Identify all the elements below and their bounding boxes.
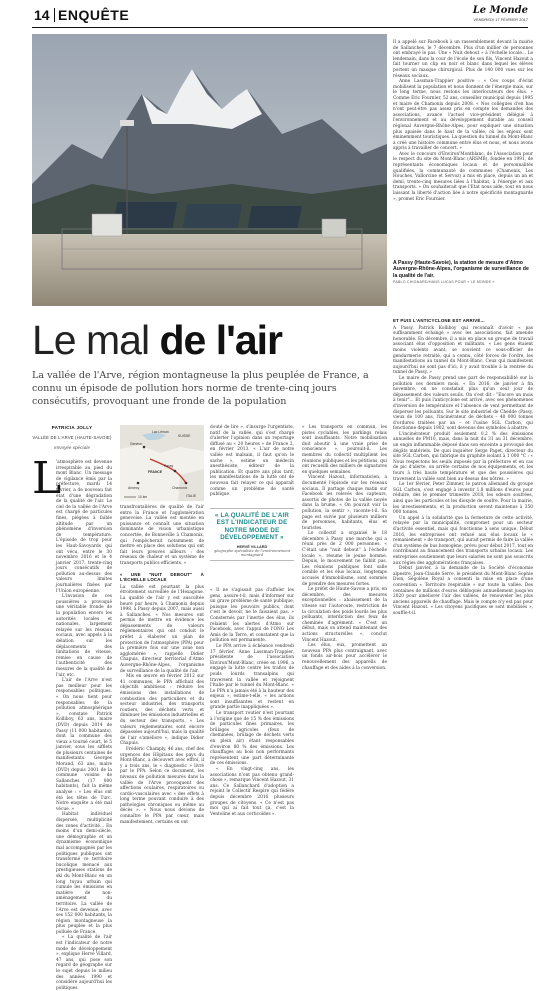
map-label-passy: Passy	[164, 464, 174, 468]
paragraph: Anne Lassman-Trappier positive : « Ces coups d'éclat mobilisent la population et nous donnent de l'énergie mais, sur le long terme, nous restons les interlocuteurs des élus. » Comme Eric Fournier, 52 ans, conseiller municipal depuis 1995 et maire de Chamonix depuis 2008. « Nos collègues d'en bas n'ont peut-être pas assez pris en compte les demandes des associations, avance l'actuel vice-président délégué à l'environnement et au développement durable au conseil régional Auvergne-Rhône-Alpes, pour expliquer une situation plus apaisée dans le haut de la vallée, où les enjeux sont éminemment touristiques. La question du tunnel du Mont-Blanc a créé une histoire commune entre élus et nous, et nous avons appris à travailler de concert. »	[393, 79, 533, 152]
newspaper-logo: Le Monde	[472, 5, 528, 16]
subheading: ET PUIS L'ANTICYCLONE EST ARRIVÉ...	[393, 318, 485, 323]
paragraph: Le préfet de Haute-Savoie a pris, en décembre, des mesures exceptionnelles : abaissement de la vitesse sur l'autoroute, restriction de la circulation des poids lourds les plus polluants, interdiction des feux de cheminée d'agrément. « C'est un début, mais on attend maintenant des actions structurelles », conclut Vincent Hazout.	[302, 587, 387, 643]
headline-part2: de l'air	[159, 317, 282, 363]
photo-caption	[393, 260, 533, 284]
paragraph: A Passy, Patrick Kolliboy qui reconnaît d'avoir « pas suffisamment échangé » avec les associations, fait amende honorable. En décembre, il a mis en place un groupe de travail associant élus d'opposition et militants. « Les gens étaient moins violents avant, se souvient ce sous-officier de gendarmerie retraité, qui a connu, côté forces de l'ordre, les manifestations au tunnel du Mont-Blanc. Ceux qui manifestent aujourd'hui ne sont pas d'ici, il y avait trouble à la rentrée du tunnel de Passy. »	[393, 325, 533, 376]
paragraph: Le collectif a organisé le 18 décembre à Passy une marche qui a réuni près de 2 000 personnes. « C'était une "nuit debout" à l'échelle locale », résume le jeune homme. Depuis, le mouvement ne faiblit pas. Les réunions publiques font salle comble et les élus locaux, longtemps accusés d'immobilisme, sont sommés de prendre des mesures fortes.	[302, 531, 387, 587]
article-column-4	[302, 425, 387, 790]
paragraph: 'atmosphère est devenue irrespirable au pied du mont Blanc. Un message de vigilance émis par la préfecture, mardi 14 février, a de nouveau fait état d'une dégradation de la qualité de l'air. Le ciel de la vallée de l'Arve est chargé de particules fines, piégées à faible altitude par un phénomène d'inversion de température. L'épisode de trop pour les Haut-Savoyards qui ont vécu, entre le 30 novembre 2016 et le 4 janvier 2017, trente-cinq jours consécutifs de pollution au-dessus des valeurs limites journalières fixées par l'Union européenne.	[56, 460, 112, 594]
subheading: « UNE "NUIT DEBOUT" À L'ÉCHELLE LOCALE	[120, 571, 204, 583]
paragraph: Le PPA arrive à échéance vendredi 17 février. Anne Lassman-Trappier, présidente de l'association Environ'Mont-Blanc, créée en 1996, a engagé la lutte contre les trafics de poids lourds transalpins qui traversent la vallée et rejoignent l'Italie par le tunnel du Mont-Blanc. « Le PPA n'a jamais été à la hauteur des enjeux », estime-t-elle, « les actions sont insuffisantes et restent en grande partie inappliquées ».	[210, 643, 294, 711]
map-label-lac: Lac Léman	[152, 430, 169, 434]
map-label-italie: ITALIE	[186, 494, 197, 498]
page-header	[0, 0, 558, 28]
vallee-arve-map	[120, 425, 204, 501]
paragraph: Le maire de Passy prend une part de responsabilité sur la pollution ces derniers mois. « En 2016, de janvier à fin novembre, on ne constatait plus qu'un seul jour de dépassement des valeurs seuils. On s'est dit : "Encore un mois à tenir"... Et puis l'anticyclone est arrivé, avec ses phénomènes d'inversion de température et l'absence de vent permettant de disperser les polluants. Sur le site industriel de Chedde (Passy, vieux de 100 ans, l'incinérateur de déchets – 40 000 tonnes d'ordures traitées par an – et l'usine SGL Carbon, qui fonctionne depuis 1902, sont devenus des symboles à abattre.	[393, 375, 533, 432]
article-column-2	[120, 505, 204, 825]
quote-rule-top	[210, 508, 294, 509]
air-station-landscape-photo	[32, 34, 387, 306]
article-column-1	[32, 453, 112, 991]
quote-rule-bottom	[210, 560, 294, 561]
paragraph: Avec le concours d'Environ'Montblanc, de l'Association pour le respect du site du Mont-Blanc (ARSMB), fondée en 1991, de représentants économiques locaux et de personnalités qualifiées, la communauté de communes (Chamonix, Les Houches, Vallorcine et Servoz) a mis en place, depuis un an et demi, trente-cinq mesures liées à l'habitat, à l'énergie et aux transports. « On souhaiterait que l'Etat nous aide, tout en nous laissant la liberté d'action liée à notre spécificité montagnarde », promet Eric Fournier.	[393, 151, 533, 202]
quote-author: HERVÉ VILLARD	[236, 544, 268, 549]
paragraph: Le transport routier n'est pourtant à l'origine que de 15 % des émissions de particules fines primaires, les brûlages agricoles (feux de cheminées, brûlage de déchets verts en plein air) étant responsables d'environ 80 % des émissions. Les chauffages au bois non performants représentent une part déterminante de ces émissions.	[210, 711, 294, 767]
map-label-suisse: SUISSE	[178, 434, 191, 438]
caption-text: A Passy (Haute-Savoie), la station de mesure d'Atmo Auvergne-Rhône-Alpes, l'organisme de surveillance de la qualité de l'air.	[393, 260, 529, 279]
pull-quote	[210, 505, 294, 583]
paragraph: Un appel à la solidarité que la fermeture de cette activité, relayée par la municipalité, compromet pour un secteur d'activité essentiel, mais qui fonctionne à sens unique. Début 2016, les entreprises ont refusé aux élus locaux le « remaniement » de transport, qui aurait permis de faire la vallée d'un système de bus homogène, prévu pour début 2017, tout en contribuant au financement des transports urbains locaux. Les entreprises soutiennent que leurs salariés ne sont pas souscrits aux régies des agglomérations françaises.	[393, 515, 533, 566]
article-column-5	[393, 313, 533, 790]
headline	[32, 317, 282, 364]
paragraph: Début janvier, à la demande de la Société d'économie alpestre, Jean-Claude Serre, le président du Mont-Blanc Sophie Dion, Ségolène Royal a consenti la mise en place d'une convention « Territoire respirable » sur toute la vallée. Des centaines de millions d'euros débloqués annuellement jusqu'en 2020 pour améliorer l'air des vallées, de renouveler les plus anciens appareils de chauffage. Mais le compte n'y est pas pour Vincent Hazout. « Les citoyens pacifiques se sont mobilisés », souffle-t-il.	[393, 566, 533, 616]
byline	[32, 425, 112, 450]
quote-text: « LA QUALITÉ DE L'AIR EST L'INDICATEUR DE NOTRE MODE DE DÉVELOPPEMENT »	[214, 511, 290, 542]
author-role: envoyée spéciale	[53, 445, 91, 450]
paragraph: La vallée est pourtant la plus étroitement surveillée de l'Hexagone. La qualité de l'air y est auscultée heure par heure, à Chamonix depuis 1998, à Passy depuis 2007, mais aussi à Sallanches. « Nos mesures ont permis de mettre en évidence les dépassements de valeurs réglementaires qui ont conduit le préfet à élaborer un plan de protection de l'atmosphère (PPA) pour la première fois sur une zone non agglomérée », rappelle Didier Chapuis, directeur territorial d'Atmo Auvergne-Rhône-Alpes, l'organisme de surveillance de la qualité de l'air.	[120, 584, 204, 674]
map-label-france: FRANCE	[148, 470, 163, 474]
photo-credit: PABLO CHIGNARD/HANS LUCAS POUR « LE MONDE »	[393, 280, 495, 285]
paragraph: « Il ne s'agissait pas d'affoler les gens, assure-t-il, mais d'informer sur un grave problème de santé publique, puisque les pouvoirs publics, dont c'est le devoir, ne le faisaient pas. » Consternés par l'inertie des élus, ils relaient les alertes d'Atmo sur Facebook, avec l'appui de l'ONG Les Amis de la Terre, et constatent que la pollution est permanente.	[210, 588, 294, 644]
paragraph: Le 1er février, Peter Zimmer, le patron allemand du groupe SGL Carbon, s'est engagé à investir 1,8 millions d'euros pour réduire, dès le premier trimestre 2018, les odeurs soufrées, ainsi que les particules et les dioxyde de soufre. Pour la mairie, les investissements, et la production seront maintenus à 350 000 tonnes.	[393, 482, 533, 516]
quote-author-role: géographe spécialiste de l'environnement montagnard	[213, 548, 291, 557]
paragraph: Frédéric Champly, 46 ans, chef des urgences des Hôpitaux des pays du Mont-Blanc, a découvert avec effroi, il y a trois ans, le « diagnostic » livré par le PPA. Selon ce document, les niveaux de pollution mesurés dans la vallée de l'Arve provoquent des affections oculaires, respiratoires ou cardio-vasculaires avec « des effets à long terme pouvant conduire à des pathologies chroniques ou même au décès ». « Nous nous devions de connaître le PPA par cœur, mais manifestement, certains en ont	[120, 746, 204, 825]
paragraph: Habitat individuel disperséé, multiplicité des zones d'activité... En moins d'un demi-siècle, une démographie et un dynamisme économique mal accompagnés par les politiques publiques ont transformé ce territoire bucolique menacé aux prestigieuses stations de ski du Mont-Blanc en un long tuyau urbain qui cumule les émissions en matière de non-aménagement du territoire. La vallée de l'Arve est devenue, avec ses 152 000 habitants, la région montagneuse la plus peuplée et la plus polluée de France.	[56, 812, 112, 935]
page-number: 14	[34, 7, 50, 23]
header-rule	[32, 27, 528, 28]
article-column-3	[210, 588, 294, 817]
paragraph: Vincent Hazout, informaticien, a documenté l'épisode sur les réseaux sociaux. Il partage chaque matin sur Facebook les relevés des capteurs, assortis de photos de la vallée noyée dans la brume. « On pouvait voir la pollution, la sentir », raconte-t-il. Sa page est suivie par plusieurs milliers de personnes, habitants, élus et touristes.	[302, 475, 387, 531]
standfirst: La vallée de l'Arve, région montagneuse la plus peuplée de France, a connu un épisode de pollution hors norme de trente-cinq jours consécutifs, provoquant une fronde de la population	[32, 370, 369, 407]
paragraph: Les élus, eux, promettent un nouveau PPA plus contraignant, avec un fonds air-bois pour accélérer le renouvellement des appareils de chauffage et des aides à la conversion.	[302, 643, 387, 671]
author-name: PATRICIA JOLLY	[51, 425, 93, 430]
drop-cap: L	[32, 453, 62, 504]
headline-part1: Le mal	[32, 317, 160, 363]
paragraph: douté de lire », s'insurge l'urgentiste, natif de la vallée, qui s'est chargé d'alerter l'opinion dans un reportage diffusé au « 20 heures » de France 2, en février 2013. « L'air de notre vallée est malsain, il faut qu'on le sache », estime un médecin anesthésiste, éditeur de la publication. Et quatre ans plus tard, les manifestations de la lutte ont de nouveau fait relayer ce qui apparaît comme un problème de santé publique.	[210, 425, 294, 498]
map-scale: 10 km	[138, 495, 148, 499]
paragraph: L'air de l'Arve n'est pas meilleur pour les responsables politiques. « On nous tient pour responsables de la pollution atmosphérique », constate Patrick Kolliboy, 63 ans, maire (DVD) depuis 2014 de Passy (11 000 habitants), dont la commune des vieux a tourné court, le 5 janvier, sous les sifflets de plusieurs centaines de manifestants. Georges Morand, 63 ans, maire (DVD) depuis 2001 de la commune voisine de Sallanches (17 000 habitants), fait la même analyse : « Les élus ont été les têtes de Turc. Notre enquête a été mal vécue. »	[56, 678, 112, 812]
paragraph: transfrontalières de qualité de l'air entre la France et l'agglomération genevoise. La vallée est montée en puissance et connaît une situation dominante de vision urbanistique concertée, de Bonneville à Chamonix, qui l'empêcherait notamment de mettre en place des solutions qui ont fait leurs preuves ailleurs : des réseaux de chaleur et un système de transports publics efficients. »	[120, 505, 204, 566]
header-separator	[54, 8, 55, 22]
map-label-geneve: Genève	[130, 442, 142, 446]
dateline: VALLÉE DE L'ARVE (HAUTE-SAVOIE) -	[32, 435, 112, 445]
paragraph: « Les transports en commun, les pistes cyclables, les parkings relais sont insuffisants. Notre mobilisation doit aboutir à une vraie prise de conscience », poursuit-il. Les membres du collectif multiplient les réunions publiques et les pétitions, qui ont recueilli des milliers de signatures en quelques semaines.	[302, 425, 387, 475]
lead-photo	[32, 34, 387, 306]
paragraph: « La qualité de l'air est l'indicateur de notre mode de développement », explique Hervé Villard, 47 ans, qui pose son regard de géographe sur le sujet depuis le milieu des années 1990 et considère aujourd'hui les politiques	[56, 935, 112, 991]
map-label-annecy: Annecy	[128, 486, 140, 490]
paragraph: Mis en œuvre en février 2012 sur 41 communes, le PPA affichait des objectifs ambitieux : réduire les émissions des installations de combustion des particuliers et du secteur industriel, des transports routiers, des déchets verts et diminuer les émissions industrielles et du secteur des transports. « Les valeurs réglementaires sont encore dépassées aujourd'hui, mais la qualité de l'air s'améliore », indique Didier Chapuis.	[120, 674, 204, 747]
paragraph: L'invasion de ces poussières a provoqué une véritable fronde de la population envers les autorités locales et nationales, largement relayée sur les réseaux sociaux, avec appels à la délation sur les déplacements des limitations de vitesse, remise en cause de l'authenticité des mesures de la qualité de l'air, etc.	[56, 594, 112, 678]
section-title: ENQUÊTE	[58, 7, 130, 23]
article-column-3-top	[210, 425, 294, 501]
map-label-chamonix: Chamonix	[172, 486, 188, 490]
issue-date: VENDREDI 17 FÉVRIER 2017	[473, 17, 528, 22]
paragraph: Il a appelé sur Facebook à un rassemblement devant la mairie de Sallanches, le 7 décembre. Plus d'un millier de personnes ont embrayé le pas. Une « Nuit debout » à l'échelle locale... Le lendemain, dans la cour de l'école de son fils, Vincent Hazout a fait tourner un clip en noir et blanc dans lequel les élèves portent un masque chirurgical. Plus de 140 000 vues sur les réseaux sociaux.	[393, 40, 533, 79]
paragraph: L'incinérateur produit seulement 0,2 % des émissions annuelles de PM10, mais, dans la nuit du 31 au 31 décembre, un engin inflammable déposé dans son enceinte a provoqué des dégâts matériels. De quoi inquiéter Serge Paget, directeur du site SGL Carbon, qui fabrique du graphite isolant à 1 000 °C : « Nous respectons les seuils imposés par la préfecture et en cas de pic d'alerte, on arrête certains de nos équipements, et, les fours à très haute température et que des poussières qui traversent la vallée sont bien au-dessus des nôtres. »	[393, 431, 533, 482]
location-map	[120, 425, 204, 501]
article-column-5-top	[393, 40, 533, 255]
paragraph: « En vingt-cinq ans, les associations n'ont pas obtenu grand-chose », remarque Vincent Hazout, 31 ans. Ce Sallanchard d'adoption a rejoint le Collectif Respire qui fédère depuis décembre 2016 plusieurs groupes de citoyens. « Ce n'est pas moi qui ai fait tout ça, c'est la Ventoline et aux corticoïdes ».	[210, 767, 294, 817]
